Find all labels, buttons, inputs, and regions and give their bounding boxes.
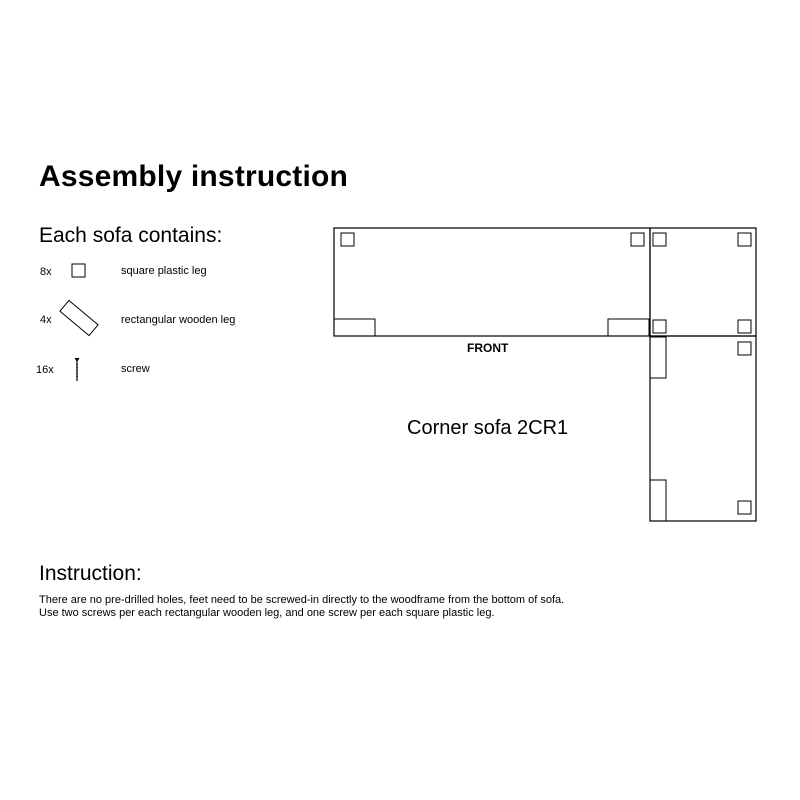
rectangular-leg-icon — [60, 300, 98, 335]
rectangular-leg-marker — [650, 337, 666, 378]
instruction-text — [39, 594, 564, 620]
sofa-model-name: Corner sofa 2CR1 — [407, 417, 569, 439]
square-leg-marker — [631, 233, 644, 246]
page-title: Assembly instruction — [39, 160, 349, 193]
square-leg-marker — [738, 501, 751, 514]
square-leg-icon — [72, 264, 85, 277]
screw-label: screw — [121, 363, 150, 375]
front-label: FRONT — [467, 341, 509, 355]
square-leg-marker — [341, 233, 354, 246]
rectangular-leg-marker — [650, 480, 666, 521]
square-leg-marker — [738, 320, 751, 333]
contents-heading: Each sofa contains: — [39, 224, 223, 247]
square-leg-qty: 8x — [40, 266, 52, 278]
screw-icon — [75, 358, 80, 381]
instruction-line-2: Use two screws per each rectangular wooden leg, and one screw per each square plastic leg. — [39, 607, 495, 619]
screw-qty: 16x — [36, 364, 54, 376]
rectangular-leg-label: rectangular wooden leg — [121, 314, 236, 326]
square-leg-marker — [738, 342, 751, 355]
rectangular-leg-qty: 4x — [40, 314, 52, 326]
instruction-line-1: There are no pre-drilled holes, feet need to be screwed-in directly to the woodframe from the bottom of sofa. — [39, 594, 565, 606]
square-leg-marker — [738, 233, 751, 246]
rectangular-leg-marker — [334, 319, 375, 336]
instruction-heading: Instruction: — [39, 562, 142, 585]
rectangular-leg-marker — [608, 319, 649, 336]
square-leg-marker — [653, 233, 666, 246]
square-leg-marker — [653, 320, 666, 333]
square-leg-label: square plastic leg — [121, 265, 207, 277]
sofa-long-section — [334, 228, 650, 336]
